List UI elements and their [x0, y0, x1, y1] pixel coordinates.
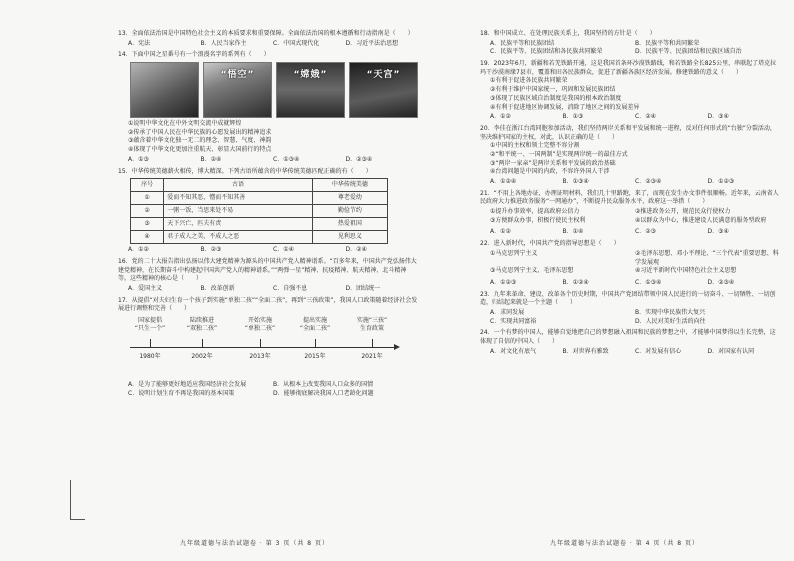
question-14: 14．下面中国之星番号有一个浪漫名字的系列有（ ）: [118, 51, 270, 59]
table-cell: ②: [131, 205, 164, 218]
question-23: 23．九年来革命、建设、改革各个历史时期，中国共产党团结带领中国人民进行的一切奋斗、一切牺牲、一切创造，归结起来就是一个主题（ ）: [480, 290, 776, 307]
table-header: 中华传统美德: [312, 179, 387, 192]
photo-space-station: [130, 62, 199, 118]
table-cell: ③: [131, 218, 164, 231]
option[interactable]: D．能够彻底解决我国人口老龄化问题: [273, 389, 374, 397]
option[interactable]: B．从根本上改变我国人口众多的国情: [273, 381, 374, 388]
table-cell: 君子成人之美，不成人之恶: [164, 231, 313, 244]
option[interactable]: C．中国式现代化: [273, 39, 320, 47]
q24-options: [490, 348, 780, 357]
option[interactable]: B．实现中华民族伟大复兴: [635, 308, 706, 316]
table-cell: 一粥一饭，当思来处不易: [164, 205, 313, 218]
table-cell: 尊老爱幼: [312, 192, 387, 205]
q21-statements: [490, 208, 780, 225]
timeline-label: 国家提倡 “只生一个”: [134, 317, 166, 332]
question-22: 22．进入新时代，中国共产党的指导思想是（ ）: [480, 240, 620, 248]
table-header-row: [131, 179, 388, 192]
q20-options: [490, 178, 780, 187]
statement: ①说明中华文化在中外文明交流中成就辉煌: [128, 120, 242, 128]
statement: ①中国的主权和领土完整不容分割: [490, 142, 580, 150]
timeline-axis: [130, 347, 396, 348]
statement: ②“和平统一、一国两制”是实现两岸统一的最佳方式: [490, 150, 628, 158]
statement: ③马克思列宁主义、毛泽东思想: [490, 267, 574, 275]
option[interactable]: C．说明计划生育不再是我国的基本国策: [128, 389, 235, 397]
option[interactable]: A．①③: [128, 155, 149, 163]
option[interactable]: B．②③: [200, 246, 222, 254]
option[interactable]: B．①③: [562, 113, 584, 121]
question-24: 24．一个有梦的中国人，能够自觉地把自己的梦想融入祖国和民族的梦想之中，才能够中国梦得以生长完整，这体现了自信的中国人（ ）: [480, 329, 776, 345]
photo-change: “嫦娥”: [276, 62, 345, 118]
statement: ②有利于维护中国家统一，巩固和发展民族团结: [490, 86, 616, 94]
timeline-tick: [202, 339, 203, 347]
question-20: 20．李佳在浙江台湾同胞参加活动，我们坚持两岸关系和平发展和统一进程，反对任何形式的“台独”分裂活动，坚决维护国家的主权，对此，认识正确的是（ ）: [480, 124, 776, 141]
q21-options: [490, 228, 780, 237]
statement: ④习近平新时代中国特色社会主义思想: [635, 267, 737, 275]
option[interactable]: A．对文化有底气: [490, 347, 537, 355]
option[interactable]: D．②③④: [707, 278, 735, 286]
table-header: 古语: [164, 179, 313, 192]
statement: ④体现了中华文化更加注重航天、彰显大国前行的特点: [128, 146, 272, 154]
table-row: [131, 205, 388, 218]
q15-table: [130, 178, 388, 244]
timeline-label: 开始实施 “单独二孩”: [244, 317, 276, 332]
table-row: [131, 231, 388, 244]
timeline-tick: [260, 339, 261, 347]
q13-options: [128, 40, 418, 49]
statement: ①提升办事效率，提高政府公信力: [490, 208, 580, 216]
option[interactable]: A．①②③: [490, 278, 517, 286]
option[interactable]: A．民族平等和民族团结: [490, 39, 555, 47]
option[interactable]: C．自强不息: [273, 284, 308, 292]
q23-options: [490, 309, 780, 326]
statement: ④以群众为中心，推进建设人民满意的服务型政府: [635, 216, 767, 224]
option[interactable]: A．①②: [128, 246, 149, 254]
option[interactable]: D．③④: [707, 113, 729, 121]
question-21: 21．“不用上各地办证，办理证明材料，我们几十里路跑，来了，而现在发生办文事件很顺畅。近年来，云南省人民政府大力推进政务服务“一网通办”，不断提升民众服务水平，政府这一举措（ ）: [480, 189, 779, 206]
option[interactable]: A．宪法: [128, 39, 151, 47]
option[interactable]: C．民族平等、民族团结和各民族共同繁荣: [490, 48, 603, 56]
timeline-tick: [150, 339, 151, 347]
question-13: 13．全面依法治国是中国特色社会主义的本质要求和重要保障。全面依法治国的根本遵循和行动指南是（ ）: [118, 30, 414, 37]
option[interactable]: A．①②: [490, 228, 511, 236]
binding-edge-mark: [70, 480, 85, 520]
option[interactable]: A．爱国主义: [128, 284, 163, 292]
q14-options: [128, 156, 418, 165]
q14-photo-strip: [130, 62, 418, 118]
option[interactable]: A．是为了能够更好地适应我国经济社会发展: [128, 381, 247, 388]
statement: ③方便群众办事，积极行使民主权利: [490, 216, 586, 224]
population-policy-timeline: [130, 317, 410, 377]
right-page: [480, 30, 780, 359]
option[interactable]: A．①②④: [490, 178, 517, 185]
option[interactable]: B．改革创新: [200, 284, 235, 292]
table-cell: 天下兴亡，匹夫有责: [164, 218, 313, 231]
option[interactable]: B．①④: [562, 228, 584, 236]
q22-statements: [490, 250, 780, 276]
photo-wukong: “悟空”: [203, 62, 272, 118]
option[interactable]: D．①②③: [707, 178, 735, 185]
question-17: 17．从提倡“对夫妇生育一个孩子到实施“单独二孩”“全面二孩”，再到“三孩政策”，我国人口政策随着经济社会发展进行调整和完善（ ）: [118, 296, 418, 313]
timeline-year: 1980年: [139, 353, 161, 360]
option[interactable]: A．①②: [490, 113, 511, 121]
question-19: 19．2023年6月，新疆和若羌铁路开通，这是我国首条环沙漠铁路线，和若铁路全长825公里，串联起了塔克拉玛干沙漠南缘7县市，覆盖和田各民族群众，促进了新疆各族区经济发展。修建铁路的意义（ ）: [480, 60, 777, 76]
statement: ③体现了民族区域自治制度是我国的根本政治制度: [490, 94, 622, 102]
q22-options: [490, 279, 780, 288]
table-row: [131, 192, 388, 205]
option[interactable]: C．①③④: [635, 278, 662, 286]
statement: ③蕴含着中华文化独一无二的理念、智慧、气度、神韵: [128, 137, 272, 145]
q16-options: [128, 285, 418, 294]
option[interactable]: D．②④: [345, 246, 367, 254]
option[interactable]: C．②③: [635, 228, 656, 236]
option[interactable]: B．①②④: [562, 278, 589, 286]
table-row: [131, 218, 388, 231]
option[interactable]: D．习近平法治思想: [345, 39, 399, 47]
option[interactable]: D．③④: [707, 228, 729, 236]
statement: ②毛泽东思想、邓小平理论、“三个代表”重要思想、科学发展观: [635, 249, 779, 266]
option[interactable]: B．人民当家作主: [200, 39, 247, 47]
q18-options: [490, 40, 780, 57]
table-cell: 热爱祖国: [312, 218, 387, 231]
table-header: 序号: [131, 179, 164, 192]
statement: ①有利于促进各民族共同繁荣: [490, 77, 568, 85]
timeline-label: 实施“三孩” 生育政策: [356, 317, 388, 332]
question-16: 16．党的二十大报告指出弘扬以伟大建党精神为源头的中国共产党人精神谱系。“百多年来，中国共产党弘扬伟大建党精神，在长期奋斗中构建起中国共产党人的精神谱系。”“两弹一星”精神、抗疫精神、航天精神、北斗精神等。这些精神的核心是（ ）: [118, 257, 417, 283]
photo-tiangong: “天宫”: [349, 62, 418, 118]
table-cell: 勤俭节约: [312, 205, 387, 218]
option[interactable]: B．民族平等和共同繁荣: [635, 39, 700, 47]
timeline-year: 2021年: [361, 353, 383, 360]
statement: ②传承了中国人民在中华民族的心愿发展出的精神追求: [128, 128, 272, 136]
option[interactable]: B．①③④: [562, 178, 589, 185]
q19-options: [490, 113, 780, 122]
option[interactable]: D．②③④: [345, 155, 373, 163]
page-footer-right: 九年级道德与法治试题卷 · 第 4 页（共 8 页）: [550, 540, 699, 547]
option[interactable]: A．求同发展: [490, 308, 525, 316]
option[interactable]: C．①④: [273, 246, 294, 254]
timeline-year: 2015年: [304, 353, 326, 360]
option[interactable]: C．②③④: [635, 178, 662, 185]
timeline-year: 2002年: [191, 353, 213, 360]
option[interactable]: D．民族平等、民族团结和民族区域自治: [635, 48, 742, 56]
q17-options: [128, 381, 418, 398]
timeline-year: 2013年: [249, 353, 271, 360]
timeline-tick: [372, 339, 373, 347]
option[interactable]: D．对国家有认同: [707, 347, 755, 355]
timeline-arrow-icon: [394, 344, 400, 350]
question-18: 18．和中国成立、在处理民族关系上，我国坚持的方针是（ ）: [480, 30, 656, 37]
q15-options: [128, 246, 418, 255]
option[interactable]: C．对发展有信心: [635, 347, 682, 355]
statement: ④台湾问题是中国的内政，不容许外国人干涉: [490, 168, 610, 176]
statement: ①马克思列宁主义: [490, 249, 538, 257]
statement: ②推进政务公开，规范民众行使权力: [635, 208, 731, 216]
option[interactable]: C．①③④: [273, 155, 300, 163]
option[interactable]: C．②④: [635, 113, 656, 121]
table-cell: ④: [131, 231, 164, 244]
statement: ③“两岸一家亲”是两岸关系和平发展的政治基础: [490, 159, 616, 167]
option[interactable]: C．实现共同富裕: [490, 317, 537, 325]
option[interactable]: B．②④: [200, 155, 222, 163]
question-15: 15．中华传统美德薪火相传，博大精深。下列古语所蕴含的中华传统美德匹配正确的有（ ）: [118, 167, 372, 175]
timeline-label: 陆续推进 “双独二孩”: [186, 317, 218, 332]
page-footer-left: 九年级道德与法治试题卷 · 第 3 页（共 8 页）: [180, 540, 329, 547]
statement: ④有利于促进地区协调发展，消除了地区之间的发展差异: [490, 103, 640, 111]
option[interactable]: D．人民对美好生活的向往: [635, 317, 706, 325]
table-cell: ①: [131, 192, 164, 205]
timeline-tick: [315, 339, 316, 347]
left-page: [118, 30, 418, 401]
table-cell: 爱而不知其恶，憎而不知其善: [164, 192, 313, 205]
timeline-label: 提出实施 “全面二孩”: [299, 317, 331, 332]
table-cell: 见利思义: [312, 231, 387, 244]
option[interactable]: D．团结统一: [345, 284, 381, 292]
option[interactable]: B．对世界有雅致: [562, 347, 609, 355]
